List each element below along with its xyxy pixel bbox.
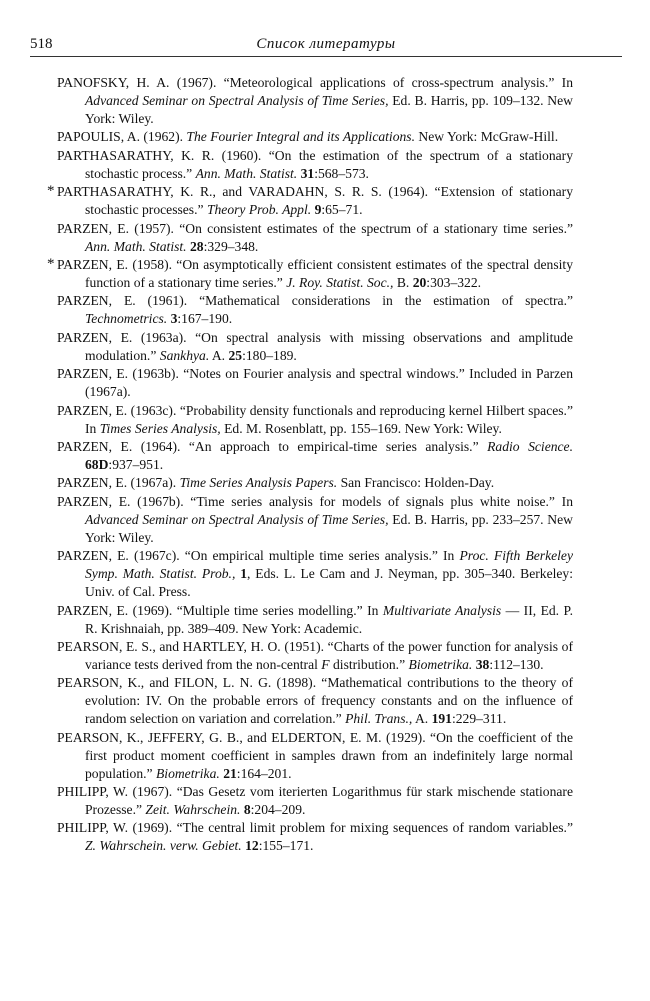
- reference-entry: [57, 329, 573, 365]
- reference-entry: [57, 493, 573, 547]
- reference-entry: [57, 147, 573, 183]
- italic-run: Ann. Math. Statist.: [195, 165, 298, 181]
- italic-run: Biometrika.: [408, 656, 473, 672]
- reference-entry: [47, 256, 573, 292]
- text-run: Ed. B. Harris, pp. 233–257. New York: Wiley.: [85, 511, 573, 545]
- reference-entry: [57, 638, 573, 674]
- reference-entry: [57, 292, 573, 328]
- text-run: PARZEN, E. (1967a).: [57, 475, 180, 491]
- volume-number: 12: [245, 838, 259, 854]
- reference-entry: [57, 365, 573, 401]
- text-run: :65–71.: [321, 202, 363, 218]
- text-run: :937–951.: [108, 456, 164, 472]
- italic-run: Zeit. Wahrschein.: [145, 801, 241, 817]
- text-run: PARZEN, E. (1963a). “On spectral analysis with missing observations and amplitude modulation.”: [57, 329, 573, 363]
- page-number: 518: [30, 36, 53, 52]
- italic-run: J. Roy. Statist. Soc.,: [286, 274, 394, 290]
- text-run: B.: [393, 274, 413, 290]
- text-run: PARZEN, E. (1963b). “Notes on Fourier analysis and spectral windows.” Included in Parzen (1967a).: [57, 366, 573, 400]
- text-run: PHILIPP, W. (1969). “The central limit problem for mixing sequences of random variables.”: [57, 820, 573, 836]
- volume-number: 1: [240, 566, 248, 582]
- text-run: :164–201.: [236, 765, 292, 781]
- reference-entry: [57, 783, 573, 819]
- text-run: PEARSON, E. S., and HARTLEY, H. O. (1951). “Charts of the power function for analysis of variance tests derived from the non-central: [57, 639, 573, 672]
- text-run: :180–189.: [242, 347, 297, 363]
- italic-run: Theory Prob. Appl.: [206, 202, 312, 218]
- italic-run: Radio Science.: [487, 439, 573, 455]
- italic-run: Advanced Seminar on Spectral Analysis of Time Series,: [85, 511, 389, 527]
- volume-number: 8: [243, 801, 251, 817]
- volume-number: 68D: [85, 456, 109, 472]
- text-run: PARZEN, E. (1957). “On consistent estimates of the spectrum of a stationary time series.”: [57, 220, 573, 236]
- text-run: PARZEN, E. (1969). “Multiple time series modelling.” In: [57, 602, 383, 618]
- reference-entry: [57, 474, 573, 492]
- text-run: PAPOULIS, A. (1962).: [57, 129, 187, 145]
- volume-number: 31: [300, 165, 315, 181]
- volume-number: 25: [228, 347, 243, 363]
- italic-run: Technometrics.: [85, 311, 168, 327]
- text-run: PARZEN, E. (1964). “An approach to empirical-time series analysis.”: [57, 439, 488, 455]
- italic-run: Biometrika.: [155, 765, 220, 781]
- text-run: :229–311.: [451, 711, 507, 727]
- italic-run: Multivariate Analysis: [382, 602, 502, 618]
- reference-list: [47, 74, 573, 856]
- asterisk-mark: *: [47, 183, 55, 200]
- italic-run: Time Series Analysis Papers.: [179, 475, 338, 491]
- text-run: :303–322.: [426, 274, 482, 290]
- italic-run: F: [321, 656, 330, 672]
- reference-entry: [57, 674, 573, 728]
- text-run: PEARSON, K., JEFFERY, G. B., and ELDERTON, E. M. (1929). “On the coefficient of the first product moment coefficient in samples drawn from an indefinitely large normal population.”: [57, 729, 573, 781]
- reference-entry: [57, 74, 573, 128]
- volume-number: 3: [170, 311, 178, 327]
- text-run: PARZEN, E. (1961). “Mathematical considerations in the estimation of spectra.”: [57, 293, 573, 309]
- text-run: :167–190.: [177, 311, 233, 327]
- text-run: :112–130.: [489, 656, 544, 672]
- text-run: A.: [412, 711, 432, 727]
- running-title: Список литературы: [256, 36, 396, 52]
- text-run: PARZEN, E. (1967b). “Time series analysis for models of signals plus white noise.” In: [57, 493, 573, 509]
- italic-run: Phil. Trans.,: [345, 711, 413, 727]
- volume-number: 28: [189, 238, 204, 254]
- italic-run: The Fourier Integral and its Applications.: [186, 129, 415, 145]
- text-run: A.: [209, 347, 229, 363]
- text-run: PARTHASARATHY, K. R. (1960). “On the estimation of the spectrum of a stationary stochastic process.”: [57, 147, 573, 181]
- reference-entry: [57, 438, 573, 474]
- reference-entry: [57, 402, 573, 438]
- reference-entry: [57, 220, 573, 256]
- text-run: Ed. B. Harris, pp. 109–132. New York: Wiley.: [85, 92, 573, 126]
- text-run: San Francisco: Holden-Day.: [337, 475, 495, 491]
- reference-entry: [57, 729, 573, 783]
- text-run: PARZEN, E. (1967c). “On empirical multiple time series analysis.” In: [57, 548, 460, 564]
- italic-run: Z. Wahrschein. verw. Gebiet.: [85, 838, 242, 854]
- volume-number: 21: [223, 765, 237, 781]
- text-run: PARTHASARATHY, K. R., and VARADAHN, S. R. S. (1964). “Extension of stationary stochastic processes.”: [57, 184, 573, 218]
- volume-number: 191: [431, 711, 452, 727]
- italic-run: Advanced Seminar on Spectral Analysis of Time Series,: [85, 92, 389, 108]
- page-header: [30, 30, 622, 57]
- asterisk-mark: *: [47, 256, 55, 273]
- italic-run: Times Series Analysis,: [99, 420, 221, 436]
- reference-entry: [57, 128, 573, 146]
- text-run: PARZEN, E. (1963c). “Probability density functionals and reproducing kernel Hilbert spaces.” In: [57, 402, 573, 436]
- text-run: PARZEN, E. (1958). “On asymptotically efficient consistent estimates of the spectral density function of a stationary time series.”: [57, 257, 573, 290]
- text-run: New York: McGraw-Hill.: [415, 129, 559, 145]
- volume-number: 20: [412, 274, 427, 290]
- text-run: , Eds. L. Le Cam and J. Neyman, pp. 305–340. Berkeley: Univ. of Cal. Press.: [85, 566, 573, 600]
- text-run: PANOFSKY, H. A. (1967). “Meteorological applications of cross-spectrum analysis.” In: [57, 75, 573, 90]
- text-run: distribution.”: [329, 656, 409, 672]
- reference-entry: [47, 183, 573, 219]
- text-run: PEARSON, K., and FILON, L. N. G. (1898). “Mathematical contributions to the theory of evolution: IV. On the probable errors of frequency constants and on the influence of random selection on variation and correlation.”: [57, 675, 573, 727]
- italic-run: Proc. Fifth Berkeley Symp. Math. Statist. Prob.,: [85, 548, 573, 582]
- volume-number: 9: [314, 202, 322, 218]
- italic-run: Ann. Math. Statist.: [85, 238, 187, 254]
- volume-number: 38: [475, 656, 490, 672]
- text-run: PHILIPP, W. (1967). “Das Gesetz vom iterierten Logarithmus für stark mischende stationare Prozesse.”: [57, 784, 573, 817]
- text-run: — II, Ed. P. R. Krishnaiah, pp. 389–409. New York: Academic.: [85, 602, 573, 636]
- text-run: :204–209.: [250, 801, 306, 817]
- reference-entry: [57, 819, 573, 855]
- text-run: Ed. M. Rosenblatt, pp. 155–169. New York: Wiley.: [220, 420, 502, 436]
- text-run: :568–573.: [314, 165, 369, 181]
- text-run: :155–171.: [258, 838, 314, 854]
- reference-entry: [57, 602, 573, 638]
- italic-run: Sankhya.: [159, 347, 210, 363]
- text-run: :329–348.: [203, 238, 259, 254]
- reference-entry: [57, 547, 573, 601]
